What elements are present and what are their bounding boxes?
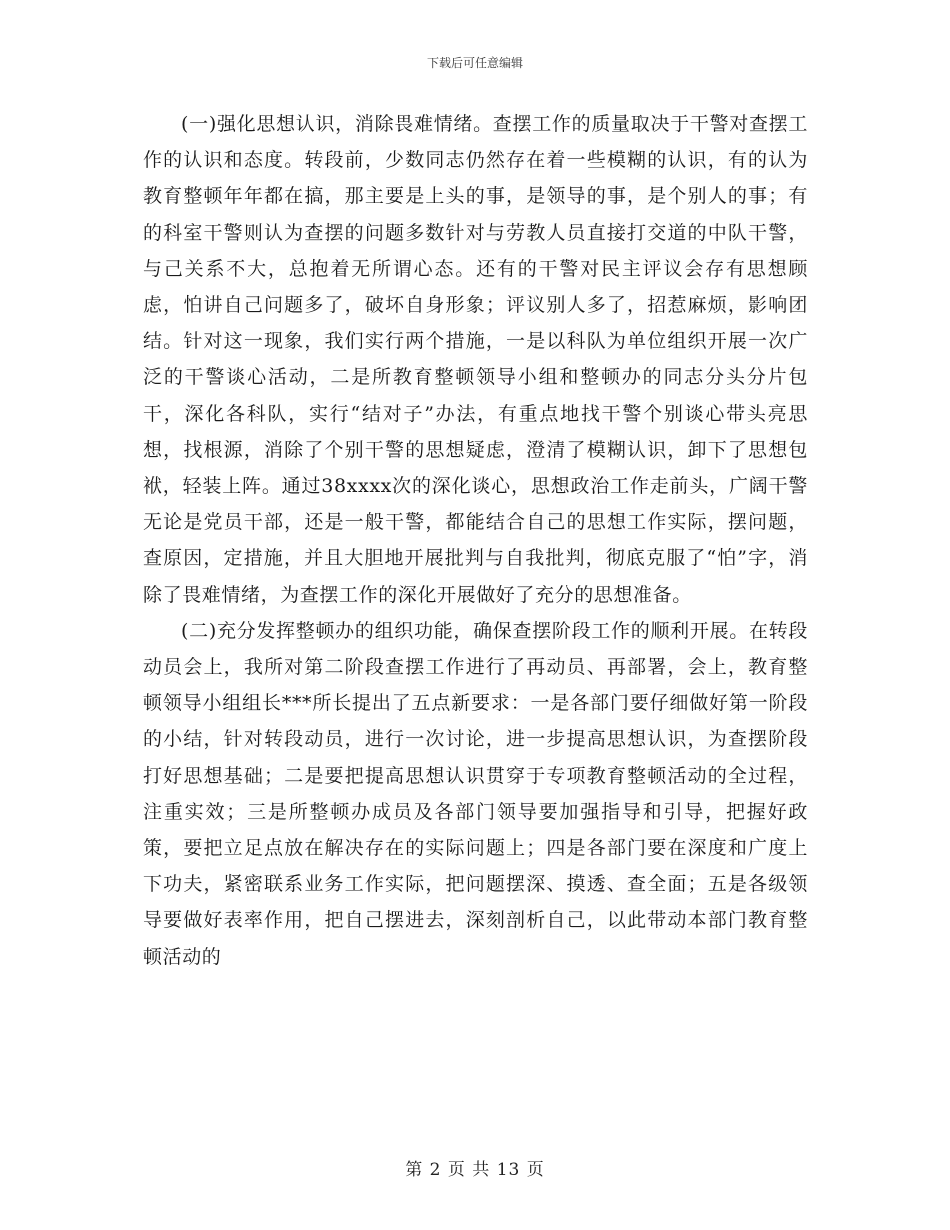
paragraph-2: (二)充分发挥整顿办的组织功能，确保查摆阶段工作的顺利开展。在转段动员会上，我所对第二阶段查摆工作进行了再动员、再部署，会上，教育整顿领导小组组长***所长提出了五点新要求：一是各部门要仔细做好第一阶段的小结，针对转段动员，进行一次讨论，进一步提高思想认识，为查摆阶段打好思想基础；二是要把提高思想认识贯穿于专项教育整顿活动的全过程，注重实效；三是所整顿办成员及各部门领导要加强指导和引导，把握好政策，要把立足点放在解决存在的实际问题上；四是各部门要在深度和广度上下功夫，紧密联系业务工作实际，把问题摆深、摸透、查全面；五是各级领导要做好表率作用，把自己摆进去，深刻剖析自己，以此带动本部门教育整顿活动的 [143,619,808,968]
document-body [143,106,808,975]
paragraph-1: (一)强化思想认识，消除畏难情绪。查摆工作的质量取决于干警对查摆工作的认识和态度。转段前，少数同志仍然存在着一些模糊的认识，有的认为教育整顿年年都在搞，那主要是上头的事，是领导的事，是个别人的事；有的科室干警则认为查摆的问题多数针对与劳教人员直接打交道的中队干警，与己关系不大，总抱着无所谓心态。还有的干警对民主评议会存有思想顾虑，怕讲自己问题多了，破坏自身形象；评议别人多了，招惹麻烦，影响团结。针对这一现象，我们实行两个措施，一是以科队为单位组织开展一次广泛的干警谈心活动，二是所教育整顿领导小组和整顿办的同志分头分片包干，深化各科队，实行“结对子”办法，有重点地找干警个别谈心带头亮思想，找根源，消除了个别干警的思想疑虑，澄清了模糊认识，卸下了思想包袱，轻装上阵。通过38xxxx次的深化谈心，思想政治工作走前头，广阔干警无论是党员干部，还是一般干警，都能结合自己的思想工作实际，摆问题，查原因，定措施，并且大胆地开展批判与自我批判，彻底克服了“怕”字，消除了畏难情绪，为查摆工作的深化开展做好了充分的思想准备。 [143,113,808,606]
page-number: 第 2 页 共 13 页 [405,1160,545,1180]
page-header-note: 下载后可任意编辑 [426,56,523,70]
